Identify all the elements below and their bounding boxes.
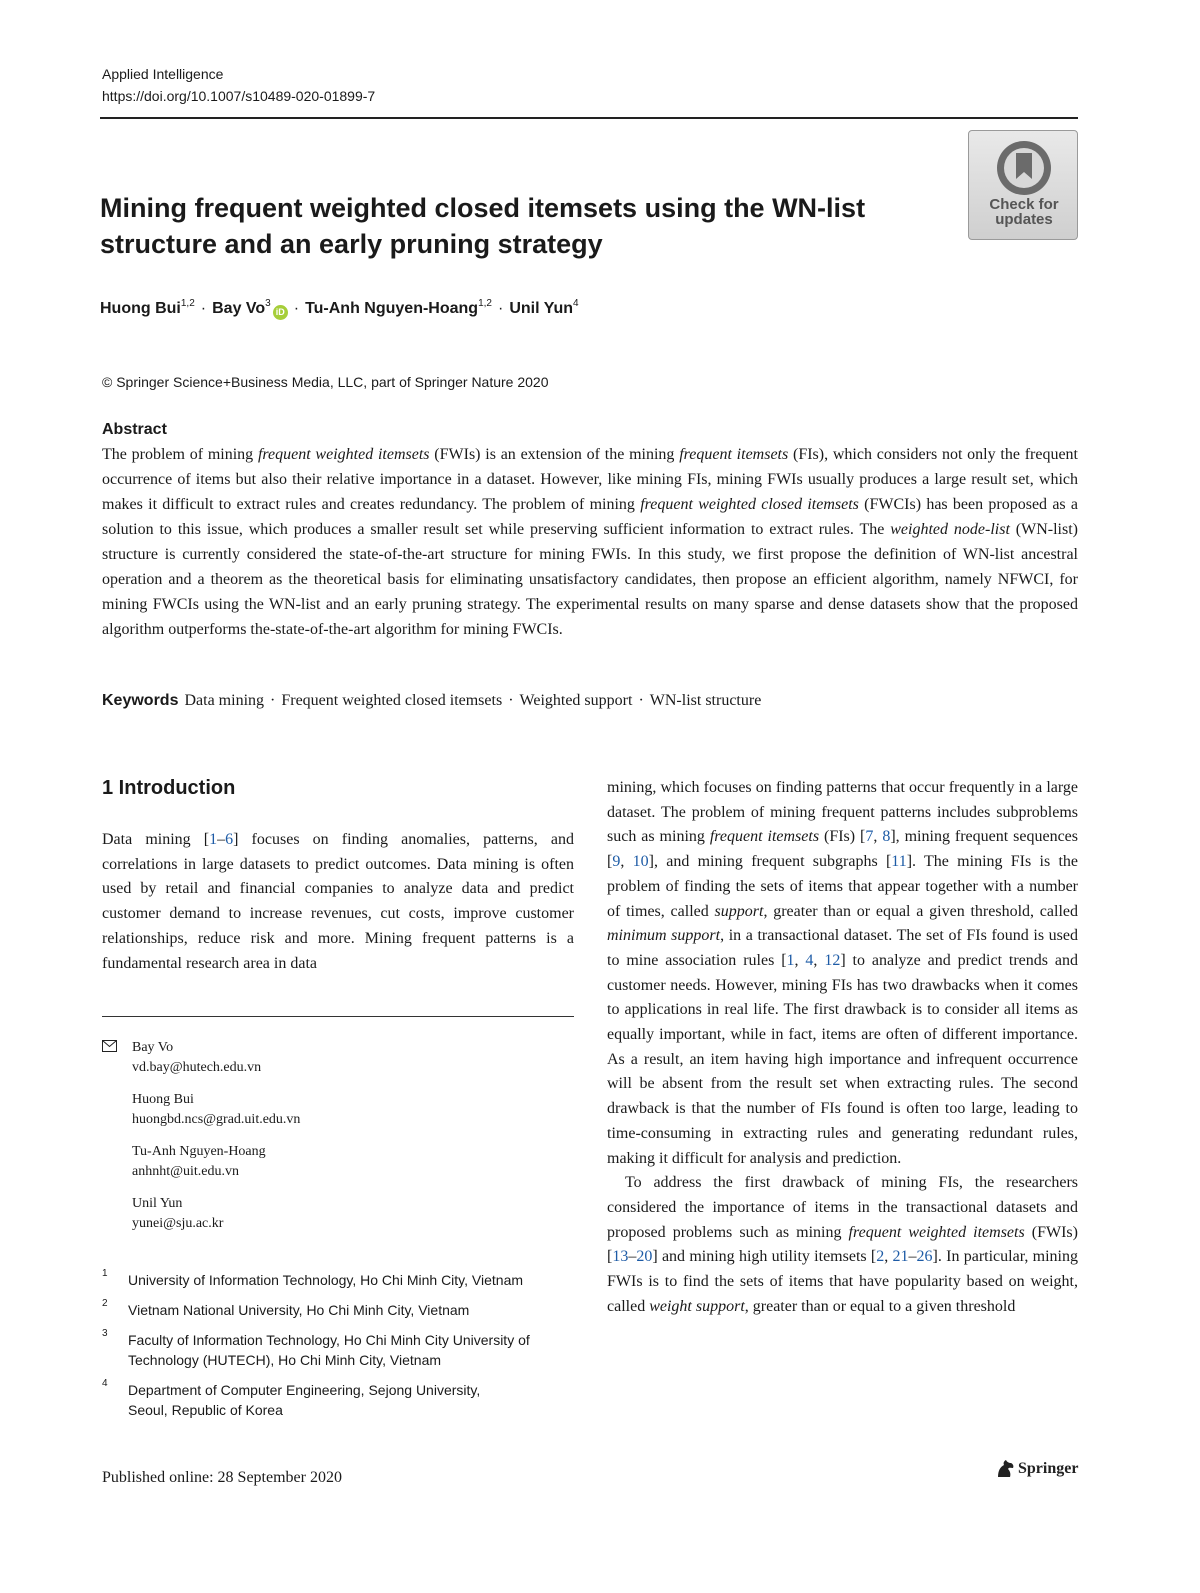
paragraph (102, 828, 574, 976)
abstract-text (102, 442, 1078, 642)
bookmark-circle-icon (995, 139, 1053, 197)
author-name[interactable]: Bay Vo (212, 300, 266, 317)
citation-link[interactable]: 2 (876, 1248, 885, 1266)
abstract-emphasis: frequent itemsets (679, 446, 789, 463)
citation-link[interactable]: 8 (882, 828, 891, 846)
author-affiliation-marker: 4 (573, 298, 579, 309)
contact-email[interactable]: yunei@sju.ac.kr (132, 1216, 224, 1231)
affiliation-item (102, 1330, 574, 1370)
citation-link[interactable]: 1 (209, 831, 218, 848)
springer-wordmark: Springer (1018, 1460, 1079, 1477)
author-separator: · (497, 300, 504, 317)
emphasis: minimum support (607, 927, 721, 945)
text-segment: – (217, 831, 226, 848)
abstract-segment: (WN-list) structure is currently considered the state-of-the-art structure for mining FWIs. In this study, we first propose the definition of WN-list ancestral operation and a theorem as the theoretical basis for eliminating unsatisfactory candidates, then propose an efficient algorithm, namely NFWCI, for mining FWCIs using the WN-list and an early pruning strategy. The experimental results on many sparse and dense datasets show that the proposed algorithm outperforms the-state-of-the-art algorithm for mining FWCIs. (102, 521, 1078, 638)
citation-link[interactable]: 13 (612, 1248, 629, 1266)
citation-link[interactable]: 9 (612, 853, 621, 871)
citation-link[interactable]: 6 (225, 831, 234, 848)
text-segment: ] to analyze and predict trends and customer needs. However, mining FIs has two drawbacks when it comes to applications in real life. The first drawback is to consider all items as equally important, while in fact, items are often of different importance. As a result, an item having high importance and infrequent occurrence will be absent from the result set when extracting rules. The second drawback is that the number of FIs found is often too large, leading to time-consuming in extracting rules and generating redundant rules, making it difficult for analysis and prediction. (607, 951, 1079, 1167)
contact-entry (132, 1142, 574, 1182)
abstract-heading: Abstract (102, 421, 167, 438)
author-separator: · (293, 300, 300, 317)
doi-link[interactable]: https://doi.org/10.1007/s10489-020-01899-7 (102, 88, 376, 104)
author-name[interactable]: Huong Bui (100, 300, 181, 317)
author-affiliation-marker: 3 (265, 298, 271, 309)
abstract-segment: (FWIs) is an extension of the mining (429, 446, 680, 463)
author-list (100, 293, 579, 320)
text-segment: – (628, 1248, 637, 1266)
affiliation-item (102, 1270, 574, 1290)
paragraph (607, 1171, 1078, 1319)
keyword: WN-list structure (649, 692, 762, 709)
contact-name: Unil Yun (132, 1196, 183, 1211)
abstract-segment: (FWCIs) has been proposed as a solution to this issue, which produces a smaller result set while preserving sufficient information to extract rules. The (102, 496, 1079, 538)
author-affiliation-marker: 1,2 (180, 298, 195, 309)
text-segment: , greater than or equal a given threshold, called (763, 902, 1078, 920)
paragraph (607, 776, 1078, 1171)
springer-horse-icon (994, 1459, 1016, 1479)
affiliation-item (102, 1300, 574, 1320)
text-segment: ], and mining frequent subgraphs [ (648, 853, 892, 871)
abstract-emphasis: frequent weighted closed itemsets (640, 496, 859, 513)
contact-entry (132, 1090, 574, 1130)
citation-link[interactable]: 26 (916, 1248, 933, 1266)
contact-name: Huong Bui (132, 1092, 194, 1107)
contact-email[interactable]: anhnht@uit.edu.vn (132, 1164, 239, 1179)
intro-left-column (102, 828, 574, 976)
text-segment: , (813, 951, 825, 969)
springer-logo (994, 1459, 1079, 1484)
text-segment: ]. In particular, mining FWIs is to find the sets of items that have popularity based on weight, called (607, 1248, 1078, 1315)
affiliation-number: 4 (102, 1378, 108, 1389)
keyword: Weighted support (519, 692, 633, 709)
author-separator: · (200, 300, 207, 317)
badge-line-1: Check for (989, 196, 1059, 213)
orcid-icon[interactable]: iD (273, 305, 288, 320)
citation-link[interactable]: 4 (805, 951, 814, 969)
text-segment: ], mining frequent sequences [ (607, 828, 1078, 871)
keyword-separator: · (270, 692, 276, 709)
citation-link[interactable]: 11 (891, 853, 907, 871)
citation-link[interactable]: 1 (786, 951, 795, 969)
affiliation-list (102, 1270, 574, 1430)
journal-name: Applied Intelligence (102, 66, 224, 82)
keyword: Frequent weighted closed itemsets (281, 692, 503, 709)
affiliation-line: University of Information Technology, Ho Chi Minh City, Vietnam (128, 1272, 524, 1288)
text-segment: (FIs) [ (819, 828, 866, 846)
paper-title: Mining frequent weighted closed itemsets using the WN-list structure and an early pruning strategy (100, 193, 866, 259)
header-rule (100, 117, 1078, 119)
keywords-label: Keywords (102, 692, 179, 709)
citation-link[interactable]: 12 (824, 951, 841, 969)
affiliation-line: Seoul, Republic of Korea (128, 1402, 283, 1418)
text-segment: To address the first drawback of mining FIs, the researchers considered the importance of items in the transactional datasets and proposed problems such as mining (607, 1174, 1078, 1241)
contact-block (102, 1038, 574, 1246)
text-segment: mining, which focuses on finding patterns that occur frequently in a large dataset. The problem of mining frequent patterns includes subproblems such as mining (607, 779, 1078, 846)
affiliation-line: Vietnam National University, Ho Chi Minh City, Vietnam (128, 1302, 470, 1318)
keywords-line (102, 690, 761, 712)
keyword-separator: · (638, 692, 644, 709)
author-name[interactable]: Unil Yun (509, 300, 574, 317)
author-name[interactable]: Tu-Anh Nguyen-Hoang (305, 300, 479, 317)
text-segment: ]. The mining FIs is the problem of finding the sets of items that appear together with a number of times, called (607, 853, 1079, 920)
text-segment: ] focuses on finding anomalies, patterns, and correlations in large datasets to predict outcomes. Data mining is often used by retail and financial companies to analyze data and predict customer demand to increase revenues, cut costs, improve customer relationships, reduce risk and more. Mining frequent patterns is a fundamental research area in data (102, 831, 574, 972)
contact-entry (132, 1038, 574, 1078)
affiliation-line: Department of Computer Engineering, Sejong University, (128, 1382, 481, 1398)
text-segment: , (884, 1248, 893, 1266)
contact-entry (132, 1194, 574, 1234)
citation-link[interactable]: 20 (636, 1248, 653, 1266)
citation-link[interactable]: 10 (632, 853, 649, 871)
text-segment: , in a transactional dataset. The set of FIs found is used to mine association rules [ (607, 927, 1079, 969)
abstract-emphasis: frequent weighted itemsets (257, 446, 430, 463)
affiliation-number: 2 (102, 1298, 108, 1309)
text-segment: Data mining [ (102, 831, 210, 848)
keyword: Data mining (184, 692, 265, 709)
emphasis: frequent itemsets (709, 828, 820, 846)
footnote-rule (102, 1016, 574, 1017)
text-segment: , (620, 853, 633, 871)
citation-link[interactable]: 21 (892, 1248, 909, 1266)
abstract-emphasis: weighted node-list (890, 521, 1010, 538)
text-segment: , (794, 951, 806, 969)
envelope-icon (102, 1040, 117, 1052)
text-segment: , greater than or equal to a given threshold (744, 1297, 1016, 1315)
keyword-separator: · (508, 692, 514, 709)
abstract-segment: The problem of mining (102, 446, 258, 463)
text-segment: (FWIs) [ (607, 1223, 1078, 1266)
section-heading-introduction: 1 Introduction (102, 777, 236, 799)
abstract-segment: (FIs), which considers not only the frequent occurrence of items but also their relative importance in a dataset. However, like mining FIs, mining FWIs usually produces a large result set, which makes it difficult to extract rules and creates redundancy. The problem of mining (102, 446, 1078, 513)
contact-name: Bay Vo (132, 1040, 174, 1055)
published-date: Published online: 28 September 2020 (102, 1469, 342, 1486)
emphasis: support (714, 902, 764, 920)
contact-name: Tu-Anh Nguyen-Hoang (132, 1144, 266, 1159)
copyright-notice: © Springer Science+Business Media, LLC, part of Springer Nature 2020 (102, 374, 549, 390)
author-affiliation-marker: 1,2 (478, 298, 492, 309)
citation-link[interactable]: 7 (865, 828, 874, 846)
text-segment: – (908, 1248, 917, 1266)
text-segment: ] and mining high utility itemsets [ (652, 1248, 877, 1266)
check-for-updates-badge[interactable] (968, 130, 1078, 240)
badge-line-2: updates (995, 211, 1053, 228)
emphasis: weight support (649, 1297, 745, 1315)
intro-right-column (607, 776, 1078, 1319)
text-segment: , (873, 828, 883, 846)
affiliation-line: Faculty of Information Technology, Ho Chi Minh City University of (128, 1332, 530, 1348)
affiliation-line: Technology (HUTECH), Ho Chi Minh City, Vietnam (128, 1352, 442, 1368)
affiliation-item (102, 1380, 574, 1420)
affiliation-number: 1 (102, 1268, 108, 1279)
contact-email[interactable]: vd.bay@hutech.edu.vn (132, 1060, 262, 1075)
contact-email[interactable]: huongbd.ncs@grad.uit.edu.vn (132, 1112, 301, 1127)
affiliation-number: 3 (102, 1328, 108, 1339)
emphasis: frequent weighted itemsets (848, 1223, 1025, 1241)
